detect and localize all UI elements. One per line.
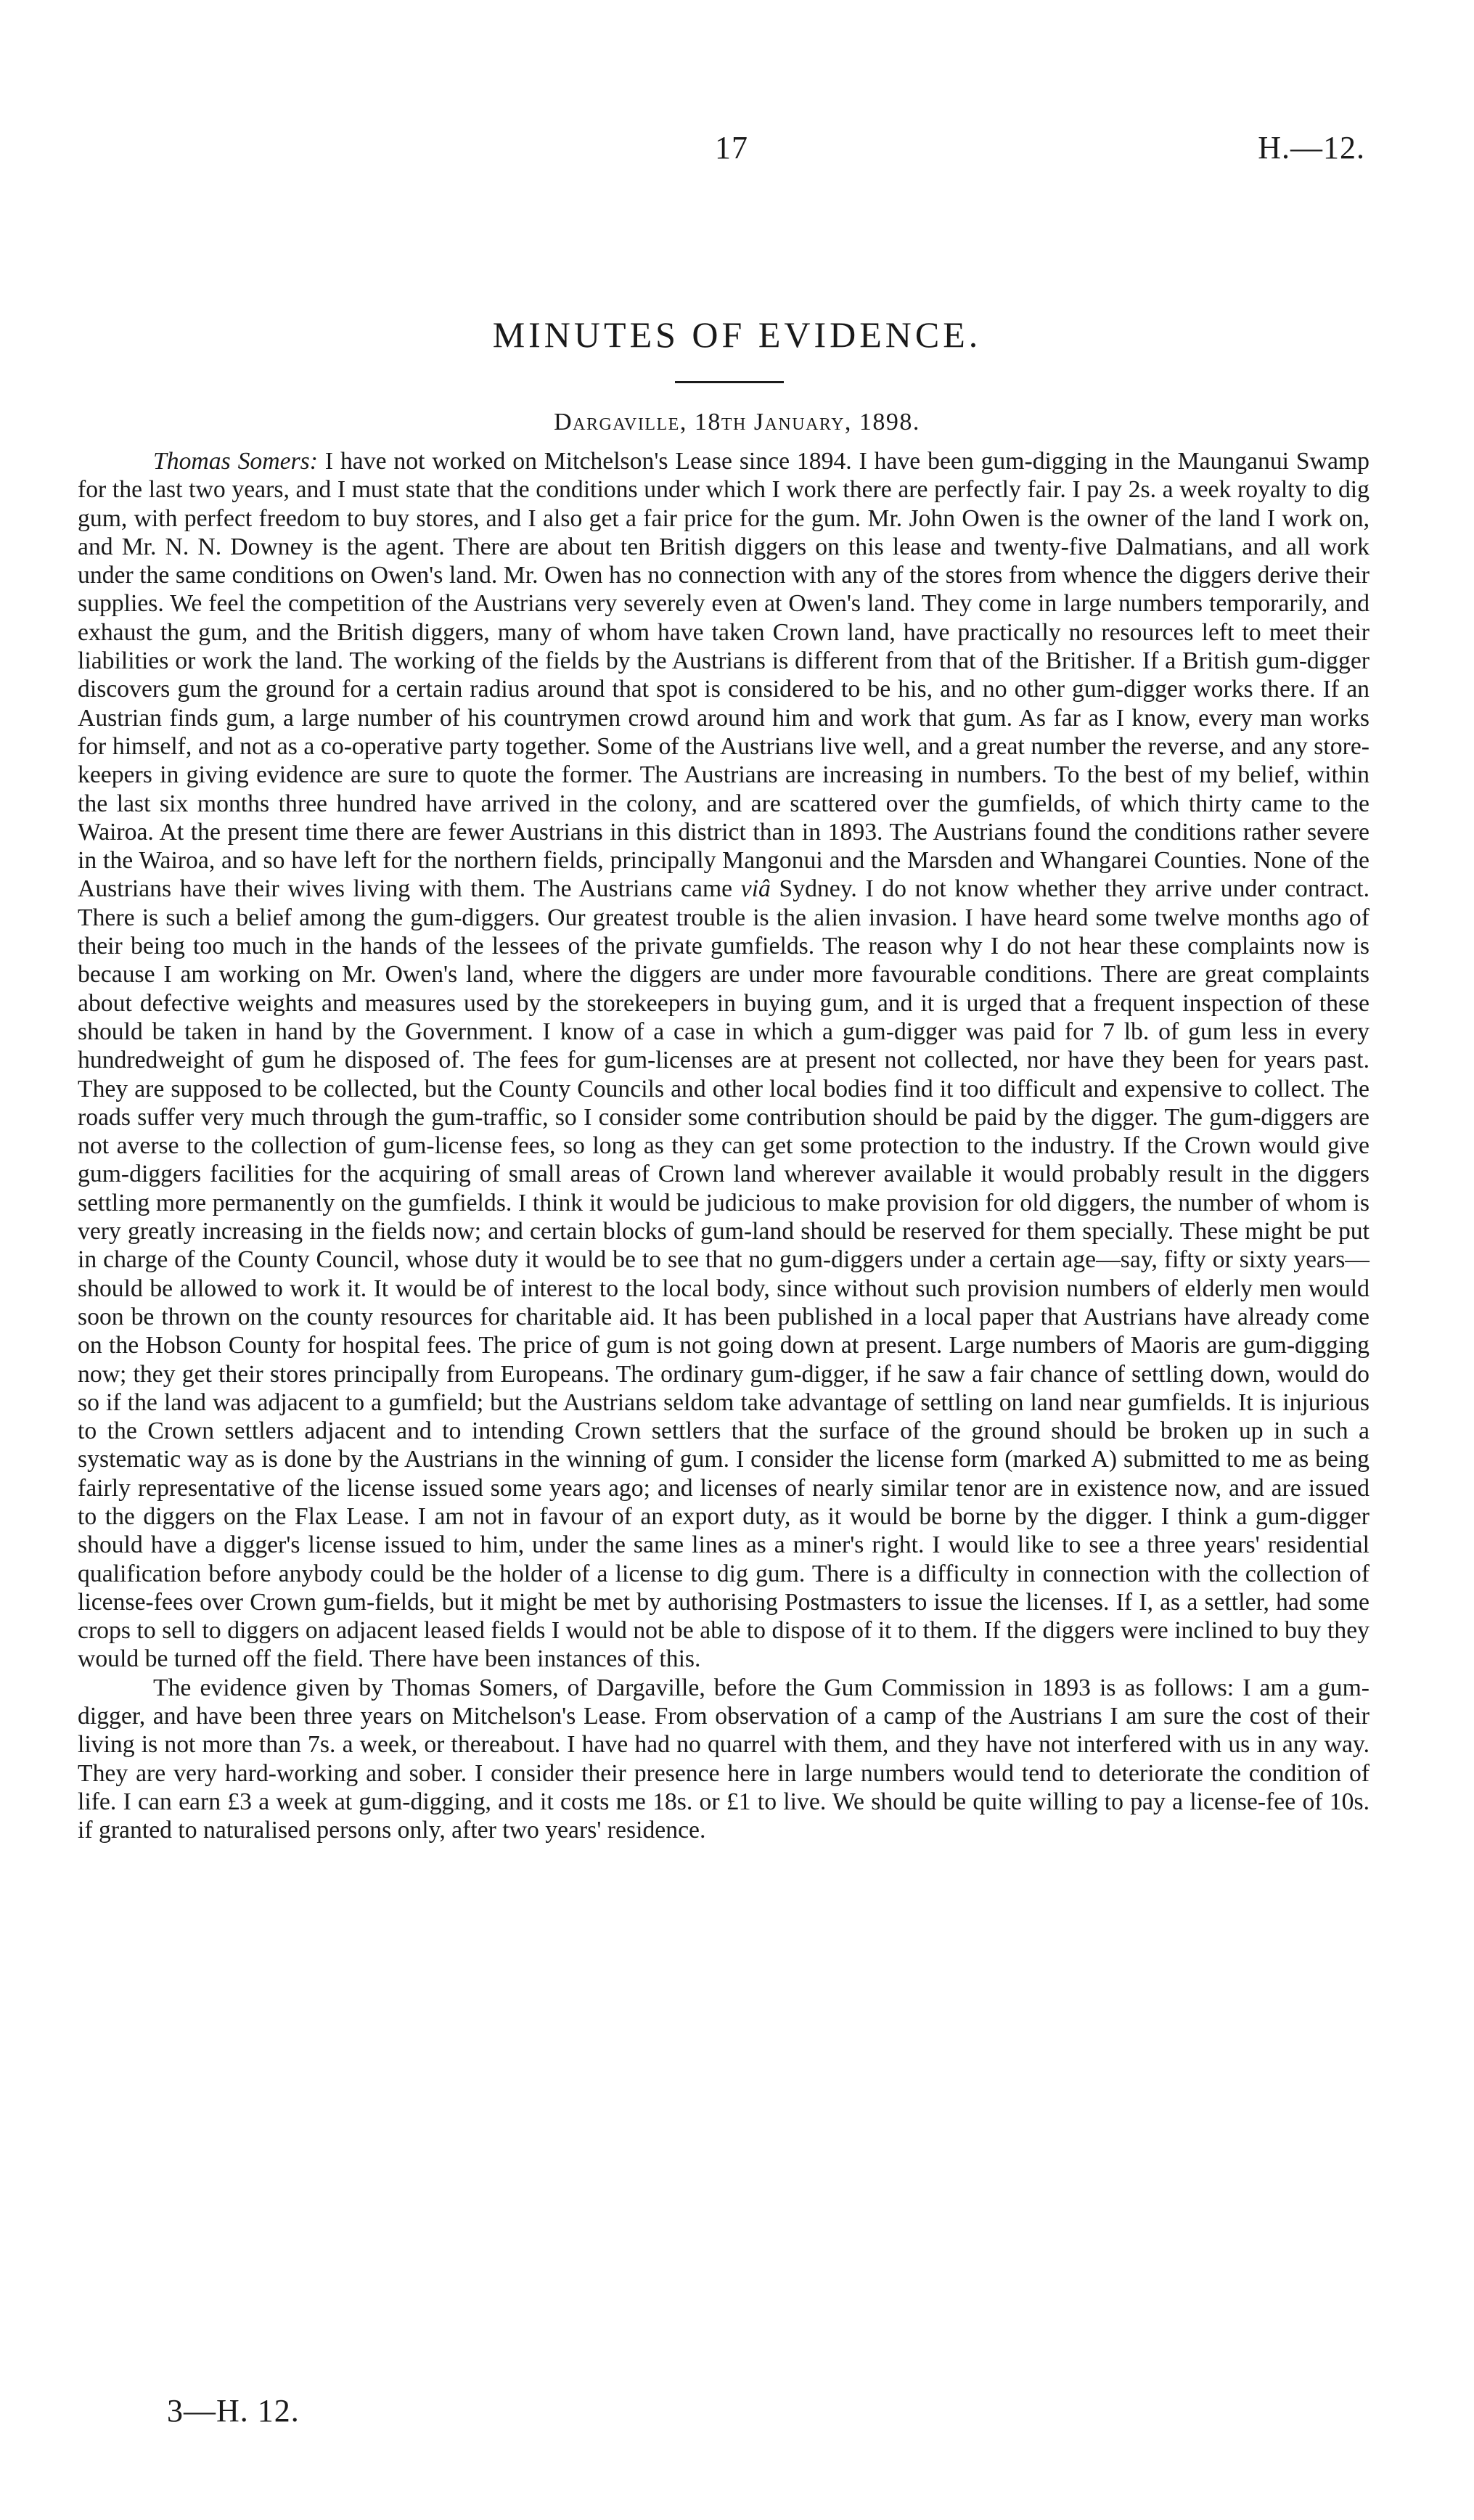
paragraph-text: I have not worked on Mitchelson's Lease since 1894. I have been gum-digging in the Maunganui Swamp for the last two years, and I must state that the conditions under which I work there are perfectly fair. I pay 2s. a week royalty to dig gum, with perfect freedom to buy stores, and I also get a fair price for the gum. Mr. John Owen is the owner of the land I work on, and Mr. N. N. Downey is the agent. There are about ten British diggers on this lease and twenty-five Dalmatians, and all work under the same conditions on Owen's land. Mr. Owen has no connection with any of the stores from whence the diggers derive their supplies. We feel the competition of the Austrians very severely even at Owen's land. They come in large numbers temporarily, and exhaust the gum, and the British diggers, many of whom have taken Crown land, have practically no resources left to meet their liabilities or work the land. The working of the fields by the Austrians is different from that of the Britisher. If a British gum-digger discovers gum the ground for a certain radius around that spot is considered to be his, and no other gum-digger works there. If an Austrian finds gum, a large number of his countrymen crowd around him and work that gum. As far as I know, every man works for himself, and not as a co-operative party together. Some of the Austrians live well, and a great number the reverse, and any store-keepers in giving evidence are sure to quote the former. The Austrians are increasing in numbers. To the best of my belief, within the last six months three hundred have arrived in the colony, and are scattered over the gumfields, of which thirty came to the Wairoa. At the present time there are fewer Austrians in this district than in 1893. The Austrians found the conditions rather severe in the Wairoa, and so have left for the northern fields, principally Mangonui and the Marsden and Whangarei Counties. None of the Austrians have their wives living with them. The Austrians came — [78, 448, 1369, 903]
page-number: 17 — [715, 130, 748, 165]
evidence-paragraph-1 — [78, 447, 1369, 1674]
evidence-body — [78, 447, 1369, 1845]
italic-term: viâ — [740, 875, 771, 903]
speaker-name: Thomas Somers: — [153, 448, 318, 475]
footer-signature: 3—H. 12. — [167, 2393, 300, 2429]
title-divider — [675, 381, 784, 383]
page-title: MINUTES OF EVIDENCE. — [492, 314, 982, 355]
evidence-paragraph-2 — [78, 1674, 1369, 1845]
paragraph-text: The evidence given by Thomas Somers, of Dargaville, before the Gum Commission in 1893 is as follows: I am a gum-digger, and have been three years on Mitchelson's Lease. From observation of a camp of the Austrians I am sure the cost of their living is not more than 7s. a week, or thereabout. I have had no quarrel with them, and they have not interfered with us in any way. They are very hard-working and sober. I consider their presence here in large numbers would tend to deteriorate the condition of life. I can earn £3 a week at gum-digging, and it costs me 18s. or £1 to live. We should be quite willing to pay a license-fee of 10s. if granted to naturalised persons only, after two years' residence. — [78, 1674, 1369, 1844]
dateline: Dargaville, 18th January, 1898. — [554, 409, 920, 435]
document-reference: H.—12. — [1258, 130, 1365, 165]
paragraph-text-continued: Sydney. I do not know whether they arrive under contract. There is such a belief among the gum-diggers. Our greatest trouble is the alien invasion. I have heard some twelve months ago of their being too much in the hands of the lessees of the private gumfields. The reason why I do not hear these complaints now is because I am working on Mr. Owen's land, where the diggers are under more favourable conditions. There are great complaints about defective weights and measures used by the storekeepers in buying gum, and it is urged that a frequent inspection of these should be taken in hand by the Government. I know of a case in which a gum-digger was paid for 7 lb. of gum less in every hundredweight of gum he disposed of. The fees for gum-licenses are at present not collected, nor have they been for years past. They are supposed to be collected, but the County Councils and other local bodies find it too difficult and expensive to collect. The roads suffer very much through the gum-traffic, so I consider some contribution should be paid by the digger. The gum-diggers are not averse to the collection of gum-license fees, so long as they can get some protection to the industry. If the Crown would give gum-diggers facilities for the acquiring of small areas of Crown land wherever available it would probably result in the diggers settling more permanently on the gumfields. I think it would be judicious to make provision for old diggers, the number of whom is very greatly increasing in the fields now; and certain blocks of gum-land should be reserved for them specially. These might be put in charge of the County Council, whose duty it would be to see that no gum-diggers under a certain age—say, fifty or sixty years—should be allowed to work it. It would be of interest to the local body, since without such provision numbers of elderly men would soon be thrown on the county resources for charitable aid. It has been published in a local paper that Austrians have already come on the Hobson County for hospital fees. The price of gum is not going down at present. Large numbers of Maoris are gum-digging now; they get their stores principally from Europeans. The ordinary gum-digger, if he saw a fair chance of settling down, would do so if the land was adjacent to a gumfield; but the Austrians seldom take advantage of settling on land near gumfields. It is injurious to the Crown settlers adjacent and to intending Crown settlers that the surface of the ground should be broken up in such a systematic way as is done by the Austrians in the winning of gum. I consider the license form (marked A) submitted to me as being fairly representative of the license issued some years ago; and licenses of nearly similar tenor are in existence now, and are issued to the diggers on the Flax Lease. I am not in favour of an export duty, as it would be borne by the digger. I think a gum-digger should have a digger's license issued to him, under the same lines as a miner's right. I would like to see a three years' residential qualification before anybody could be the holder of a license to dig gum. There is a difficulty in connection with the collection of license-fees over Crown gum-fields, but it might be met by authorising Postmasters to issue the licenses. If I, as a settler, had some crops to sell to diggers on adjacent leased fields I would not be able to dispose of it to them. If the diggers were inclined to buy they would be turned off the field. There have been instances of this. — [78, 875, 1369, 1673]
